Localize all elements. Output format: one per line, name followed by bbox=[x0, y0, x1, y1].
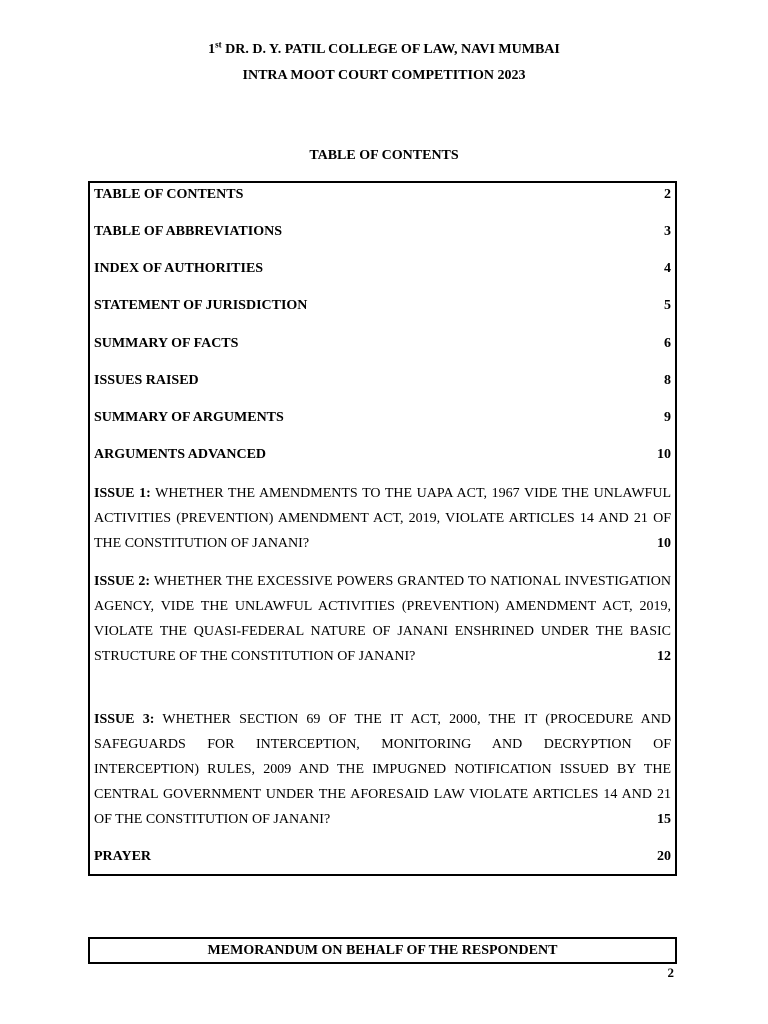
toc-entry[interactable] bbox=[94, 373, 671, 389]
competition-title: INTRA MOOT COURT COMPETITION 2023 bbox=[242, 68, 526, 83]
page-number: 2 bbox=[667, 965, 674, 980]
issue-text: WHETHER THE AMENDMENTS TO THE UAPA ACT, 1967 VIDE THE UNLAWFUL ACTIVITIES (PREVENTION) AMENDMENT ACT, 2019, VIOLATE ARTICLES 14 AND 21 OF THE CONSTITUTION OF JANANI? bbox=[94, 486, 672, 551]
toc-entry-page: 9 bbox=[664, 410, 671, 425]
toc-heading: TABLE OF CONTENTS bbox=[309, 148, 459, 163]
issue-text: WHETHER THE EXCESSIVE POWERS GRANTED TO NATIONAL INVESTIGATION AGENCY, VIDE THE UNLAWFUL ACTIVITIES (PREVENTION) AMENDMENT ACT, 2019, VIOLATE THE QUASI-FEDERAL NATURE OF JANANI ENSHRINED UNDER THE BASIC STRUCTURE OF THE CONSTITUTION OF JANANI? bbox=[94, 574, 671, 664]
toc-entry[interactable] bbox=[94, 336, 671, 352]
toc-entry[interactable] bbox=[94, 298, 671, 314]
toc-issue-2[interactable] bbox=[94, 569, 671, 669]
toc-entry-page: 8 bbox=[664, 373, 671, 388]
toc-entry-page: 10 bbox=[657, 447, 671, 462]
toc-issue-3[interactable] bbox=[94, 707, 671, 832]
toc-entry-label: ARGUMENTS ADVANCED bbox=[94, 447, 267, 462]
toc-entry[interactable] bbox=[94, 224, 671, 240]
toc-entry-page: 4 bbox=[664, 261, 671, 276]
toc-entry[interactable] bbox=[94, 410, 671, 426]
issue-number: ISSUE 1: bbox=[94, 486, 151, 501]
issue-number: ISSUE 2: bbox=[94, 574, 151, 589]
toc-entry-page: 2 bbox=[664, 187, 671, 202]
memorandum-footer: MEMORANDUM ON BEHALF OF THE RESPONDENT bbox=[88, 937, 677, 964]
issue-number: ISSUE 3: bbox=[94, 712, 155, 727]
toc-entry-page: 5 bbox=[664, 298, 671, 313]
toc-entry-page: 20 bbox=[657, 849, 671, 864]
toc-entry-label: SUMMARY OF ARGUMENTS bbox=[94, 410, 284, 425]
toc-entry[interactable] bbox=[94, 447, 671, 463]
header-ordinal: 1 bbox=[208, 42, 216, 57]
toc-box bbox=[88, 181, 677, 876]
toc-issue-1[interactable] bbox=[94, 481, 671, 556]
toc-entry-label: TABLE OF ABBREVIATIONS bbox=[94, 224, 283, 239]
college-header bbox=[0, 39, 768, 58]
issue-page: 10 bbox=[657, 536, 671, 551]
toc-entry-label: TABLE OF CONTENTS bbox=[94, 187, 244, 202]
toc-entry-label: PRAYER bbox=[94, 849, 152, 864]
toc-entry[interactable] bbox=[94, 261, 671, 277]
toc-entry-label: ISSUES RAISED bbox=[94, 373, 199, 388]
toc-entry-label: INDEX OF AUTHORITIES bbox=[94, 261, 264, 276]
issue-page: 12 bbox=[657, 649, 671, 664]
header-ordinal-suffix: st bbox=[215, 39, 222, 50]
college-name: DR. D. Y. PATIL COLLEGE OF LAW, NAVI MUMBAI bbox=[225, 42, 560, 57]
toc-entry[interactable] bbox=[94, 187, 671, 203]
toc-entry-prayer[interactable] bbox=[94, 849, 671, 865]
toc-entry-page: 6 bbox=[664, 336, 671, 351]
toc-entry-label: SUMMARY OF FACTS bbox=[94, 336, 239, 351]
toc-entry-page: 3 bbox=[664, 224, 671, 239]
issue-page: 15 bbox=[657, 812, 671, 827]
toc-entry-label: STATEMENT OF JURISDICTION bbox=[94, 298, 308, 313]
issue-text: WHETHER SECTION 69 OF THE IT ACT, 2000, THE IT (PROCEDURE AND SAFEGUARDS FOR INTERCEPTION, MONITORING AND DECRYPTION OF INTERCEPTION) RULES, 2009 AND THE IMPUGNED NOTIFICATION ISSUED BY THE CENTRAL GOVERNMENT UNDER THE AFORESAID LAW VIOLATE ARTICLES 14 AND 21 OF THE CONSTITUTION OF JANANI? bbox=[94, 712, 672, 827]
